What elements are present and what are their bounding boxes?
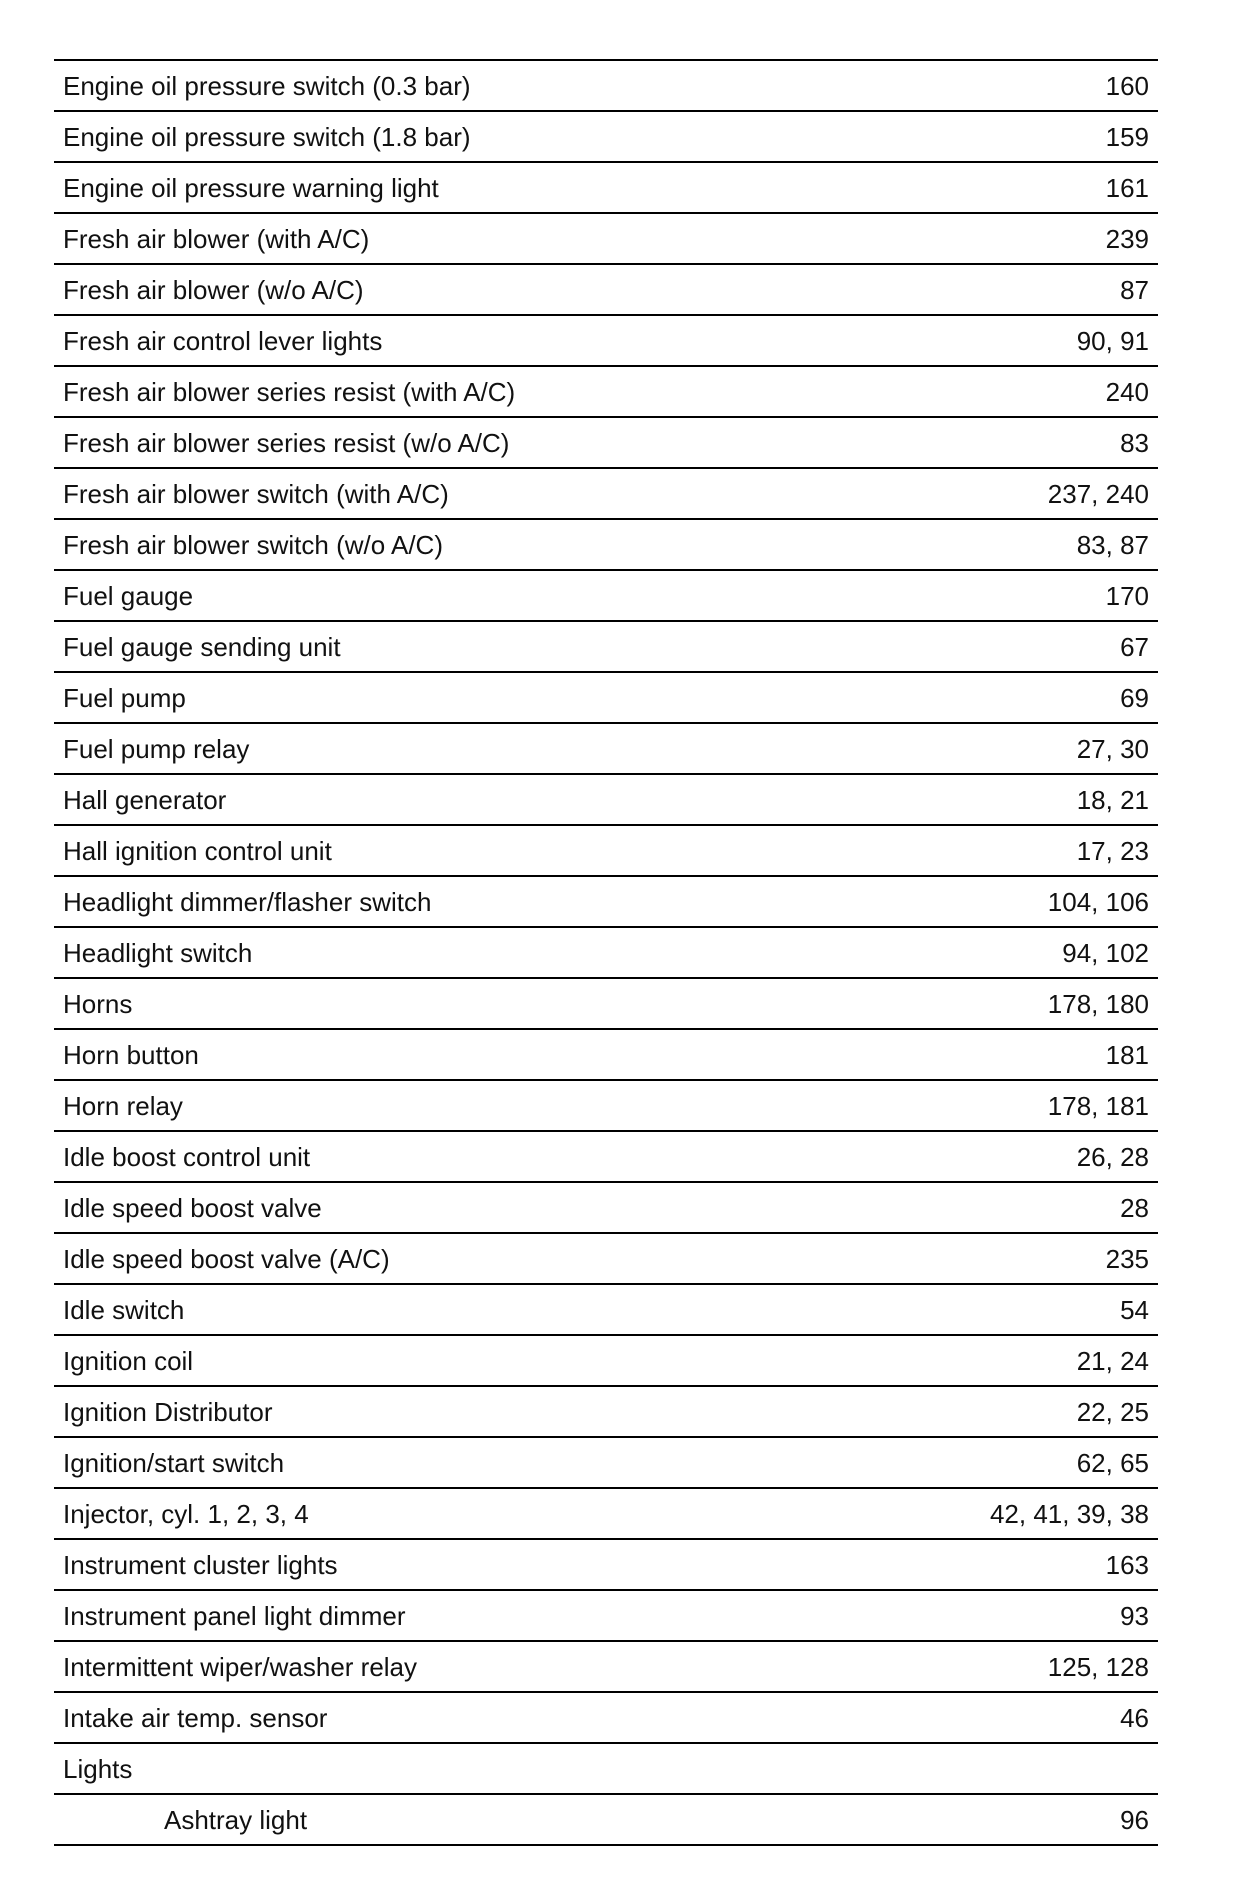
component-name: Idle speed boost valve (A/C): [63, 1243, 390, 1274]
page-numbers: 22, 25: [1076, 1396, 1149, 1427]
component-name: Engine oil pressure warning light: [63, 172, 439, 203]
table-row-group-heading: [54, 1744, 1158, 1795]
page-numbers: 235: [1105, 1243, 1149, 1274]
component-name: Fuel pump: [63, 682, 186, 713]
component-name: Fresh air blower (w/o A/C): [63, 274, 364, 305]
component-name: Fresh air blower switch (with A/C): [63, 478, 449, 509]
page-numbers: 93: [1120, 1600, 1149, 1631]
component-name: Headlight dimmer/flasher switch: [63, 886, 432, 917]
table-row: [54, 1336, 1158, 1387]
page-numbers: 42, 41, 39, 38: [989, 1498, 1149, 1529]
component-name: Instrument panel light dimmer: [63, 1600, 406, 1631]
page-numbers: 94, 102: [1062, 937, 1149, 968]
page-numbers: 21, 24: [1076, 1345, 1149, 1376]
table-row: [54, 979, 1158, 1030]
component-index-table: [54, 59, 1158, 1846]
component-name: Fresh air blower series resist (w/o A/C): [63, 427, 510, 458]
page-numbers: 54: [1120, 1294, 1149, 1325]
table-row: [54, 265, 1158, 316]
page-numbers: 46: [1120, 1702, 1149, 1733]
component-name: Fresh air blower (with A/C): [63, 223, 370, 254]
component-name: Horn relay: [63, 1090, 183, 1121]
page-numbers: 161: [1105, 172, 1149, 203]
page-numbers: 160: [1105, 70, 1149, 101]
component-name: Ignition/start switch: [63, 1447, 285, 1478]
page-numbers: 26, 28: [1076, 1141, 1149, 1172]
component-name: Intermittent wiper/washer relay: [63, 1651, 418, 1682]
table-row: [54, 775, 1158, 826]
page-numbers: 170: [1105, 580, 1149, 611]
component-name: Fresh air control lever lights: [63, 325, 383, 356]
page-numbers: 178, 181: [1047, 1090, 1149, 1121]
component-name: Engine oil pressure switch (0.3 bar): [63, 70, 471, 101]
component-name: Fresh air blower switch (w/o A/C): [63, 529, 443, 560]
page-numbers: 125, 128: [1047, 1651, 1149, 1682]
component-name: Injector, cyl. 1, 2, 3, 4: [63, 1498, 309, 1529]
table-row: [54, 214, 1158, 265]
page-numbers: 62, 65: [1076, 1447, 1149, 1478]
page-numbers: 87: [1120, 274, 1149, 305]
page-numbers: 163: [1105, 1549, 1149, 1580]
table-row: [54, 469, 1158, 520]
component-name: Idle speed boost valve: [63, 1192, 322, 1223]
page-numbers: 83: [1120, 427, 1149, 458]
component-name: Fuel gauge sending unit: [63, 631, 341, 662]
table-row: [54, 928, 1158, 979]
table-row: [54, 520, 1158, 571]
table-row: [54, 673, 1158, 724]
component-name: Idle boost control unit: [63, 1141, 311, 1172]
page-numbers: 28: [1120, 1192, 1149, 1223]
page-numbers: 96: [1120, 1804, 1149, 1835]
component-name: Horns: [63, 988, 133, 1019]
table-row: [54, 418, 1158, 469]
page-numbers: 18, 21: [1076, 784, 1149, 815]
table-row: [54, 163, 1158, 214]
table-row: [54, 1183, 1158, 1234]
page-numbers: 90, 91: [1076, 325, 1149, 356]
component-name: Fuel pump relay: [63, 733, 250, 764]
component-name: Engine oil pressure switch (1.8 bar): [63, 121, 471, 152]
table-row: [54, 61, 1158, 112]
component-name: Fresh air blower series resist (with A/C): [63, 376, 516, 407]
component-name: Headlight switch: [63, 937, 253, 968]
page-numbers: 181: [1105, 1039, 1149, 1070]
page-numbers: 240: [1105, 376, 1149, 407]
table-row: [54, 1081, 1158, 1132]
page-numbers: 83, 87: [1076, 529, 1149, 560]
page-numbers: 178, 180: [1047, 988, 1149, 1019]
table-row: [54, 826, 1158, 877]
table-row: [54, 1540, 1158, 1591]
table-row: [54, 1591, 1158, 1642]
component-name: Idle switch: [63, 1294, 185, 1325]
component-name: Intake air temp. sensor: [63, 1702, 328, 1733]
component-group-name: Lights: [63, 1753, 133, 1784]
table-row: [54, 1693, 1158, 1744]
table-row: [54, 1030, 1158, 1081]
table-row: [54, 1642, 1158, 1693]
table-row: [54, 1285, 1158, 1336]
component-name: Hall generator: [63, 784, 227, 815]
component-name: Hall ignition control unit: [63, 835, 332, 866]
table-row: [54, 112, 1158, 163]
table-row: [54, 571, 1158, 622]
component-name: Fuel gauge: [63, 580, 194, 611]
component-name: Instrument cluster lights: [63, 1549, 338, 1580]
table-row: [54, 1132, 1158, 1183]
table-row: [54, 877, 1158, 928]
component-name: Ignition Distributor: [63, 1396, 273, 1427]
table-row: [54, 316, 1158, 367]
table-row: [54, 367, 1158, 418]
page-numbers: 104, 106: [1047, 886, 1149, 917]
table-row: [54, 724, 1158, 775]
page-numbers: 69: [1120, 682, 1149, 713]
page-numbers: 17, 23: [1076, 835, 1149, 866]
table-row: [54, 1387, 1158, 1438]
table-row: [54, 1489, 1158, 1540]
component-name: Ashtray light: [164, 1804, 308, 1835]
page-numbers: 237, 240: [1047, 478, 1149, 509]
component-name: Horn button: [63, 1039, 199, 1070]
table-row: [54, 1438, 1158, 1489]
table-row: [54, 1234, 1158, 1285]
page-numbers: 239: [1105, 223, 1149, 254]
table-row: [54, 622, 1158, 673]
page-numbers: 67: [1120, 631, 1149, 662]
page-numbers: 159: [1105, 121, 1149, 152]
table-row-subitem: [54, 1795, 1158, 1846]
page-numbers: 27, 30: [1076, 733, 1149, 764]
component-name: Ignition coil: [63, 1345, 194, 1376]
